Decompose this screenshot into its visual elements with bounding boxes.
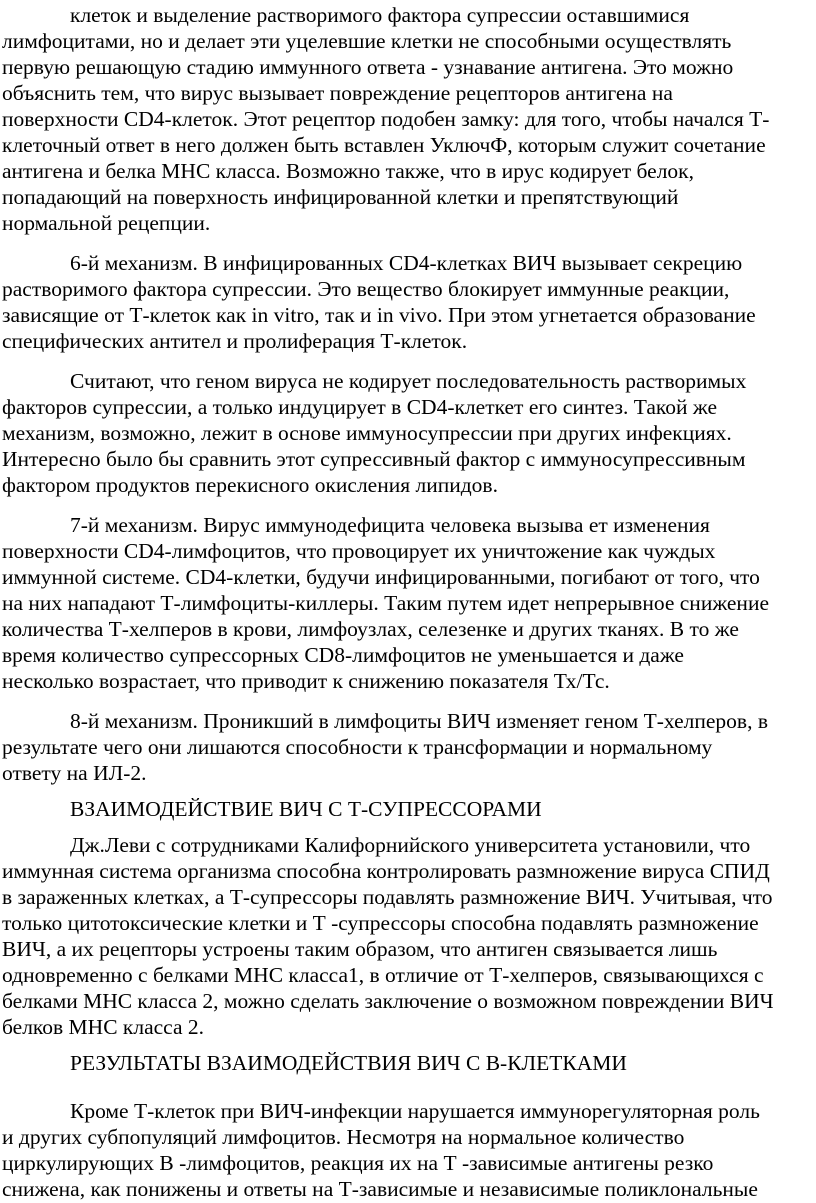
text-line: 7-й механизм. Вирус иммунодефицита человека вызыва ет изменения (70, 513, 710, 537)
text-line: белками МНС класса 2, можно сделать заключение о возможном повреждении ВИЧ (2, 989, 774, 1013)
text-line: механизм, возможно, лежит в основе иммуносупрессии при других инфекциях. (2, 421, 732, 445)
text-line: 6-й механизм. В инфицированных CD4-клетках ВИЧ вызывает секрецию (70, 251, 743, 275)
text-line: Считают, что геном вируса не кодирует последовательность растворимых (70, 369, 747, 393)
text-line: попадающий на поверхность инфицированной клетки и препятствующий (2, 185, 679, 209)
text-line: результате чего они лишаются способности к трансформации и нормальному (2, 735, 713, 759)
text-line: в зараженных клетках, а Т-супрессоры подавлять размножение ВИЧ. Учитывая, что (2, 885, 773, 909)
text-line: ВИЧ, а их рецепторы устроены таким образом, что антиген связывается лишь (2, 937, 718, 961)
text-line: поверхности CD4-лимфоцитов, что провоцирует их уничтожение как чуждых (2, 539, 716, 563)
text-line: растворимого фактора супрессии. Это вещество блокирует иммунные реакции, (2, 277, 730, 301)
section-heading: ВЗАИМОДЕЙСТВИЕ ВИЧ С Т-СУПРЕССОРАМИ (70, 797, 542, 821)
text-line: антигена и белка МНС класса. Возможно также, что в ирус кодирует белок, (2, 159, 694, 183)
text-line: и других субпопуляций лимфоцитов. Несмотря на нормальное количество (2, 1125, 685, 1149)
text-line: лимфоцитами, но и делает эти уцелевшие клетки не способными осуществлять (2, 29, 732, 53)
text-line: на них нападают Т-лимфоциты-киллеры. Таким путем идет непрерывное снижение (2, 591, 769, 615)
text-line: 8-й механизм. Проникший в лимфоциты ВИЧ изменяет геном Т-хелперов, в (70, 709, 768, 733)
text-line: только цитотоксические клетки и Т -супрессоры способна подавлять размножение (2, 911, 759, 935)
text-line: клеточный ответ в него должен быть вставлен УключФ, которым служит сочетание (2, 133, 766, 157)
text-line: специфических антител и пролиферация Т-клеток. (2, 329, 468, 353)
section-heading: РЕЗУЛЬТАТЫ ВЗАИМОДЕЙСТВИЯ ВИЧ С В-КЛЕТКАМИ (70, 1051, 627, 1075)
text-line: циркулирующих В -лимфоцитов, реакция их на Т -зависимые антигены резко (2, 1151, 714, 1175)
text-line: нормальной рецепции. (2, 211, 211, 235)
text-line: клеток и выделение растворимого фактора супрессии оставшимися (70, 3, 690, 27)
text-line: белков МНС класса 2. (2, 1015, 205, 1039)
text-line: первую решающую стадию иммунного ответа - узнавание антигена. Это можно (2, 55, 734, 79)
text-line: Интересно было бы сравнить этот супрессивный фактор с иммуносупрессивным (2, 447, 746, 471)
text-line: снижена, как понижены и ответы на Т-зависимые и независимые поликлональные (2, 1177, 758, 1201)
text-line: поверхности CD4-клеток. Этот рецептор подобен замку: для того, чтобы начался Т- (2, 107, 770, 131)
text-line: количества Т-хелперов в крови, лимфоузлах, селезенке и других тканях. В то же (2, 617, 739, 641)
text-line: иммунной системе. CD4-клетки, будучи инфицированными, погибают от того, что (2, 565, 760, 589)
text-line: Кроме Т-клеток при ВИЧ-инфекции нарушается иммунорегуляторная роль (70, 1099, 760, 1123)
text-line: зависящие от Т-клеток как in vitro, так и in vivo. При этом угнетается образование (2, 303, 756, 327)
text-line: несколько возрастает, что приводит к снижению показателя Тх/Тс. (2, 669, 610, 693)
text-line: время количество супрессорных CD8-лимфоцитов не уменьшается и даже (2, 643, 684, 667)
text-line: иммунная система организма способна контролировать размножение вируса СПИД (2, 859, 770, 883)
text-line: фактором продуктов перекисного окисления липидов. (2, 473, 498, 497)
text-line: объяснить тем, что вирус вызывает повреждение рецепторов антигена на (2, 81, 673, 105)
text-line: Дж.Леви с сотрудниками Калифорнийского университета установили, что (70, 833, 751, 857)
text-line: одновременно с белками МНС класса1, в отличие от Т-хелперов, связывающихся с (2, 963, 764, 987)
text-line: факторов супрессии, а только индуцирует в CD4-клеткет его синтез. Такой же (2, 395, 718, 419)
text-line: ответу на ИЛ-2. (2, 761, 147, 785)
